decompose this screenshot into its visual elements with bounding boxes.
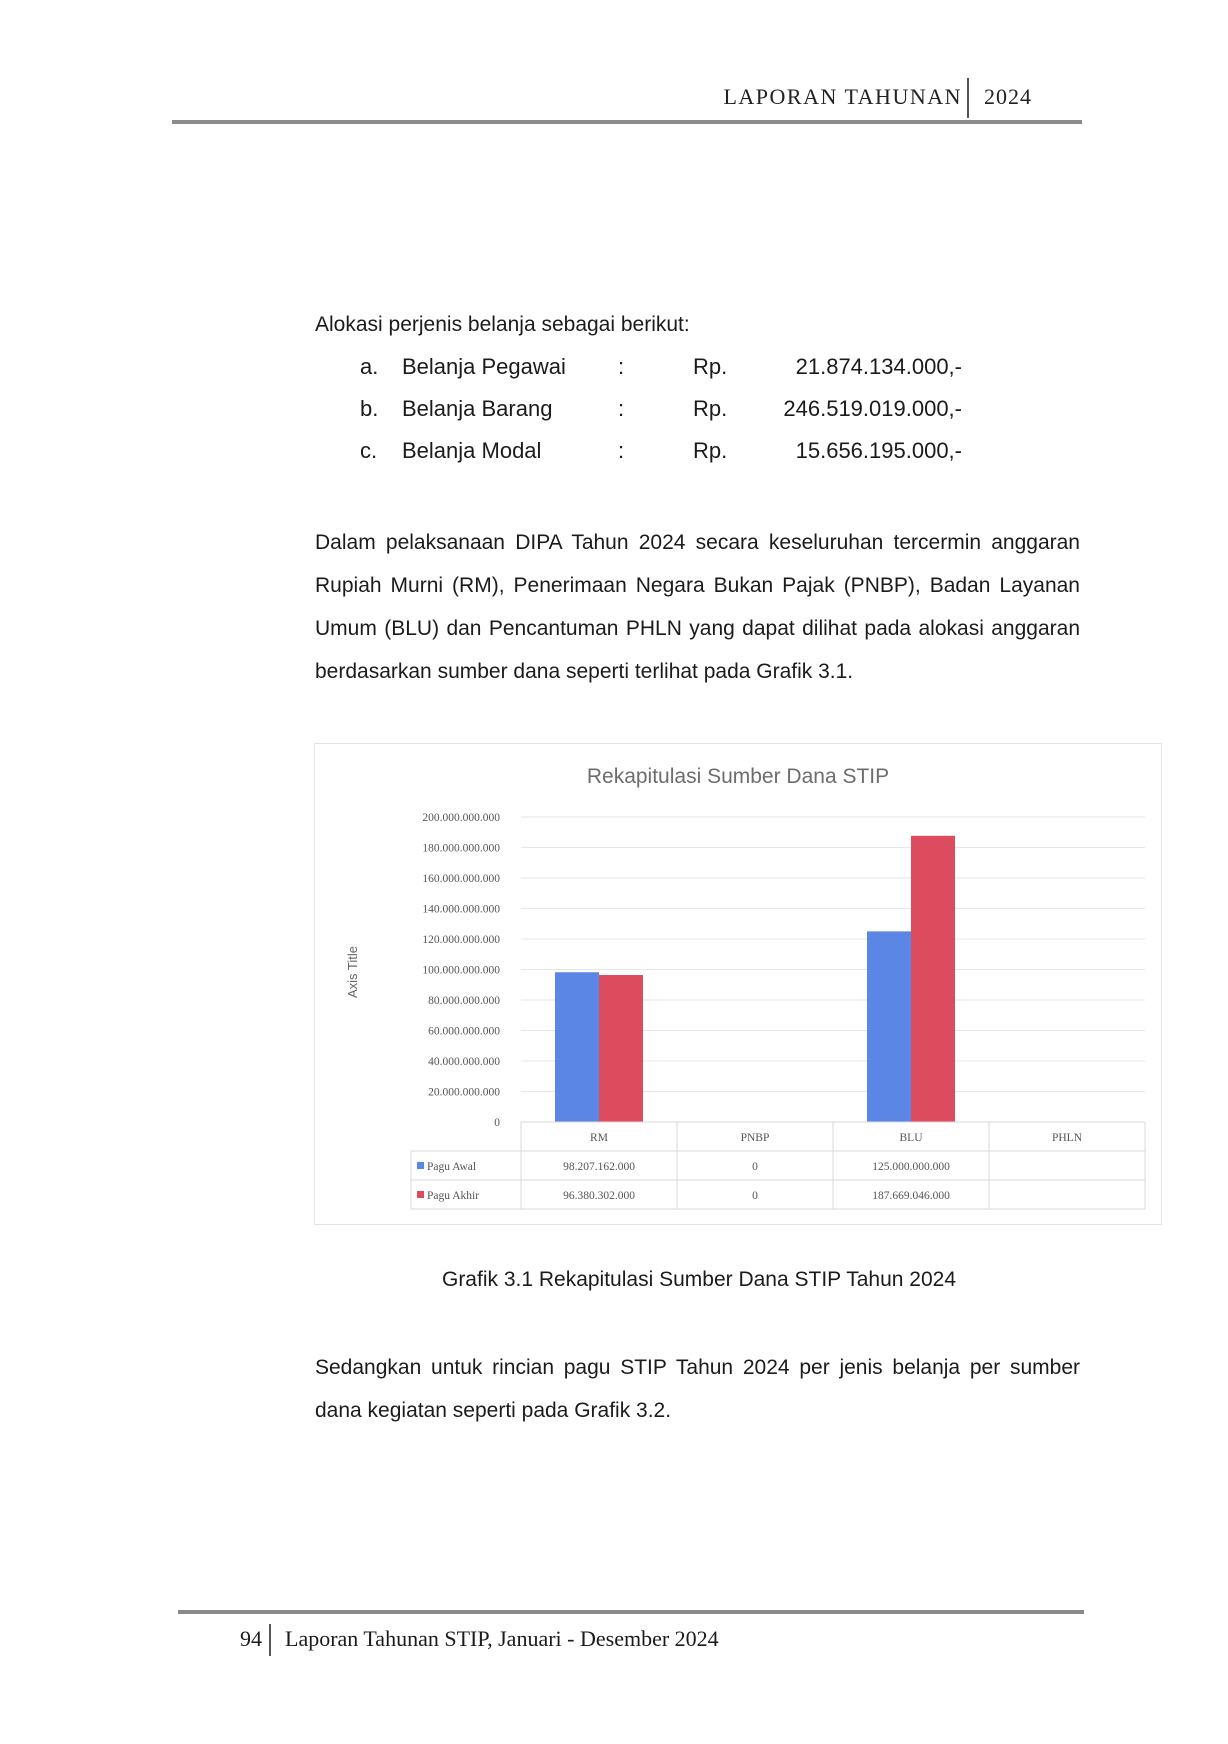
allocation-row [360, 354, 980, 396]
allocation-name: Belanja Modal [402, 438, 542, 463]
allocation-row [360, 396, 980, 438]
y-tick-label: 40.000.000.000 [428, 1056, 500, 1068]
allocation-currency: Rp. [693, 396, 728, 421]
chart-caption [0, 1268, 1228, 1292]
allocation-currency: Rp. [693, 438, 728, 463]
footer-text: Laporan Tahunan STIP, Januari - Desember 2024 [285, 1626, 719, 1651]
legend-label: Pagu Akhir [427, 1190, 480, 1202]
y-tick-label: 160.000.000.000 [422, 873, 500, 885]
bar-pagu-akhir [599, 975, 643, 1122]
allocation-list [360, 354, 980, 480]
page-number: 94 [240, 1626, 262, 1651]
allocation-amount: 246.519.019.000,- [783, 396, 962, 421]
page-footer [178, 1610, 1084, 1670]
legend-swatch [417, 1162, 424, 1169]
allocation-colon: : [618, 438, 625, 463]
bar-pagu-akhir [911, 836, 955, 1122]
data-table-value: 0 [752, 1190, 758, 1202]
allocation-name: Belanja Barang [402, 396, 553, 421]
x-category-label: PHLN [1051, 1132, 1083, 1144]
body-paragraph: Sedangkan untuk rincian pagu STIP Tahun 2024 per jenis belanja per sumber dana kegiatan seperti pada Grafik 3.2. [315, 1356, 1080, 1422]
bar-chart [315, 744, 1161, 1224]
x-category-label: PNBP [740, 1132, 770, 1144]
allocation-letter: c. [360, 438, 378, 463]
allocation-letter: b. [360, 396, 379, 421]
allocation-amount: 15.656.195.000,- [795, 438, 962, 463]
bar-pagu-awal [867, 931, 911, 1122]
y-tick-label: 180.000.000.000 [422, 842, 500, 855]
y-axis-title: Axis Title [345, 945, 360, 999]
footer-divider [269, 1624, 271, 1656]
data-table-value: 0 [752, 1161, 758, 1173]
allocation-name: Belanja Pegawai [402, 354, 566, 379]
allocation-amount: 21.874.134.000,- [795, 354, 962, 379]
allocation-colon: : [618, 396, 625, 421]
allocation-colon: : [618, 354, 625, 379]
x-category-label: RM [590, 1132, 608, 1144]
chart-title: Rekapitulasi Sumber Dana STIP [586, 765, 890, 788]
y-tick-label: 20.000.000.000 [428, 1086, 500, 1099]
header-divider [967, 78, 969, 118]
header-title: LAPORAN TAHUNAN [723, 84, 962, 109]
data-table-value: 98.207.162.000 [563, 1161, 635, 1173]
data-table-value: 187.669.046.000 [872, 1190, 950, 1202]
y-tick-label: 140.000.000.000 [422, 903, 500, 916]
legend-swatch [417, 1191, 424, 1198]
data-table-value: 96.380.302.000 [563, 1190, 635, 1202]
data-table-value: 125.000.000.000 [872, 1161, 950, 1173]
x-category-label: BLU [899, 1132, 923, 1144]
chart-container [314, 743, 1162, 1225]
chart-caption-text: Grafik 3.1 Rekapitulasi Sumber Dana STIP Tahun 2024 [441, 1268, 957, 1291]
y-tick-label: 200.000.000.000 [422, 812, 500, 824]
y-tick-label: 60.000.000.000 [428, 1025, 500, 1038]
y-tick-label: 120.000.000.000 [422, 934, 500, 946]
bar-pagu-awal [555, 972, 599, 1122]
allocation-letter: a. [360, 354, 379, 379]
allocation-row [360, 438, 980, 480]
footer-rule [178, 1610, 1084, 1614]
header-rule [172, 120, 1082, 124]
y-tick-label: 80.000.000.000 [428, 995, 500, 1007]
y-tick-label: 100.000.000.000 [422, 964, 500, 977]
y-tick-label: 0 [494, 1117, 500, 1129]
allocation-currency: Rp. [693, 354, 728, 379]
legend-label: Pagu Awal [427, 1161, 477, 1173]
allocation-intro: Alokasi perjenis belanja sebagai berikut: [315, 313, 690, 336]
header-year: 2024 [984, 84, 1032, 109]
page-header [172, 78, 1082, 124]
body-paragraph: Dalam pelaksanaan DIPA Tahun 2024 secara keseluruhan tercermin anggaran Rupiah Murni (RM), Penerimaan Negara Bukan Pajak (PNBP), Badan Layanan Umum (BLU) dan Pencantuman PHLN yang dapat dilihat pada alokasi anggaran berdasarkan sumber dana seperti terlihat pada Grafik 3.1. [315, 531, 1080, 683]
